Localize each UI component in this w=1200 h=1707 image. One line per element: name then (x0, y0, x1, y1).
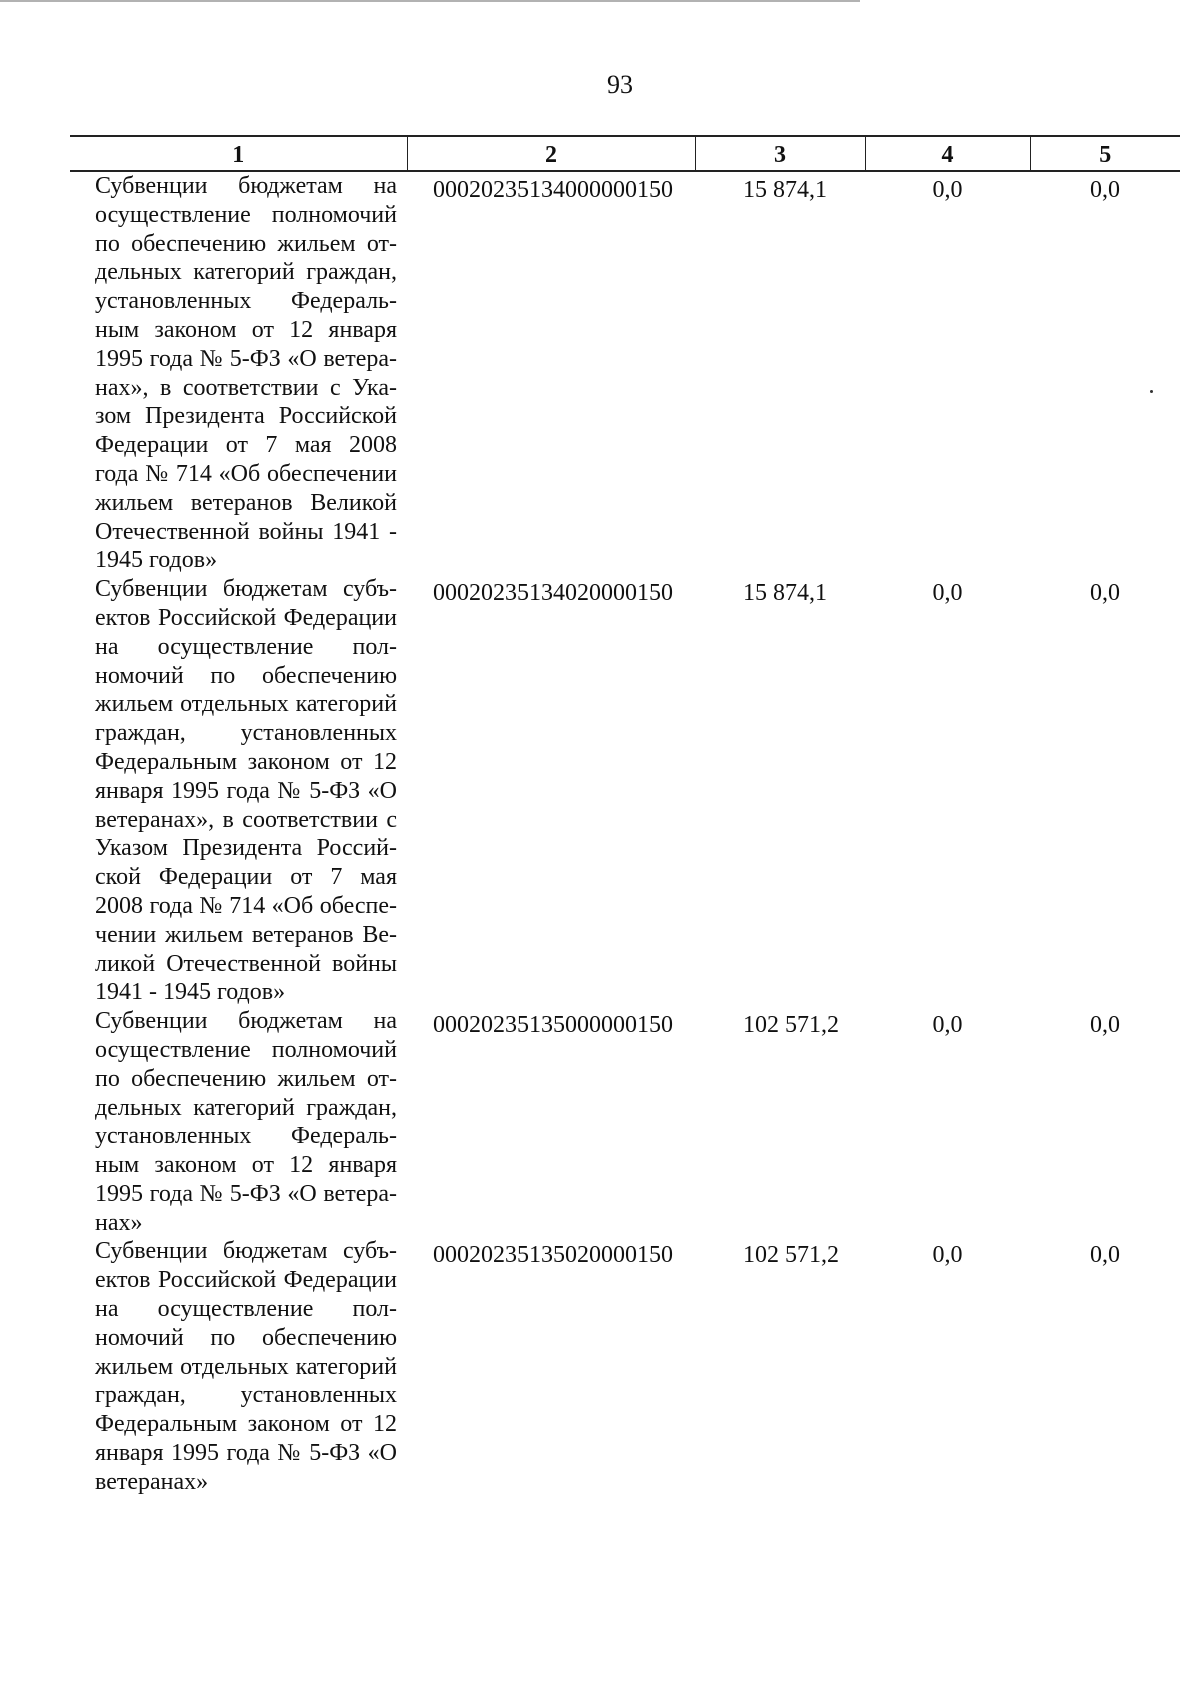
row-value-5: 0,0 (1090, 580, 1120, 607)
table-row (70, 575, 1180, 1007)
row-value-5: 0,0 (1090, 1242, 1120, 1269)
page-number: 93 (607, 70, 633, 99)
budget-table (70, 135, 1180, 1497)
row-value-4: 0,0 (932, 1012, 963, 1039)
row-value-5: 0,0 (1090, 1012, 1120, 1039)
header-col-1: 1 (70, 136, 407, 171)
row-code: 00020235134020000150 (433, 580, 673, 607)
row-amount: 15 874,1 (743, 580, 827, 607)
header-col-5: 5 (1030, 136, 1180, 171)
row-amount: 102 571,2 (743, 1012, 839, 1039)
table-body (70, 171, 1180, 1497)
header-col-2: 2 (407, 136, 695, 171)
header-row (70, 136, 1180, 171)
row-name: Субвенции бюджетам на осуществление полномочий по обеспечению жильем отдельных категорий граждан, установленных Федеральным законом от 12 января 1995 года № 5-ФЗ «О ветеранах», в соответствии с Указом Президента Российской Федерации от 7 мая 2008 года № 714 «Об обеспечении жильем ветеранов Великой Отечественной войны 1941 - 1945 годов» (95, 173, 397, 574)
scan-edge-line (0, 0, 860, 2)
row-value-4: 0,0 (932, 1242, 963, 1269)
scan-speck (1150, 390, 1153, 393)
row-name: Субвенции бюджетам субъектов Российской Федерации на осуществление полномочий по обеспечению жильем отдельных категорий граждан, установленных Федеральным законом от 12 января 1995 года № 5-ФЗ «О ветеранах», в соответствии с Указом Президента Российской Федерации от 7 мая 2008 года № 714 «Об обеспечении жильем ветеранов Великой Отечественной войны 1941 - 1945 годов» (95, 576, 397, 1006)
row-name: Субвенции бюджетам субъектов Российской Федерации на осуществление полномочий по обеспечению жильем отдельных категорий граждан, установленных Федеральным законом от 12 января 1995 года № 5-ФЗ «О ветеранах» (95, 1238, 397, 1495)
header-col-3: 3 (695, 136, 865, 171)
row-code: 00020235135000000150 (433, 1012, 673, 1039)
row-amount: 102 571,2 (743, 1242, 839, 1269)
row-value-5: 0,0 (1090, 177, 1120, 203)
table-header (70, 136, 1180, 171)
row-value-4: 0,0 (932, 177, 963, 203)
row-code: 00020235134000000150 (433, 177, 673, 203)
table-row (70, 171, 1180, 575)
row-name: Субвенции бюджетам на осуществление полномочий по обеспечению жильем отдельных категорий граждан, установленных Федеральным законом от 12 января 1995 года № 5-ФЗ «О ветеранах» (95, 1008, 397, 1236)
row-amount: 15 874,1 (743, 177, 827, 203)
table-row (70, 1237, 1180, 1496)
row-value-4: 0,0 (932, 580, 963, 607)
table-row (70, 1007, 1180, 1237)
row-code: 00020235135020000150 (433, 1242, 673, 1269)
header-col-4: 4 (865, 136, 1030, 171)
